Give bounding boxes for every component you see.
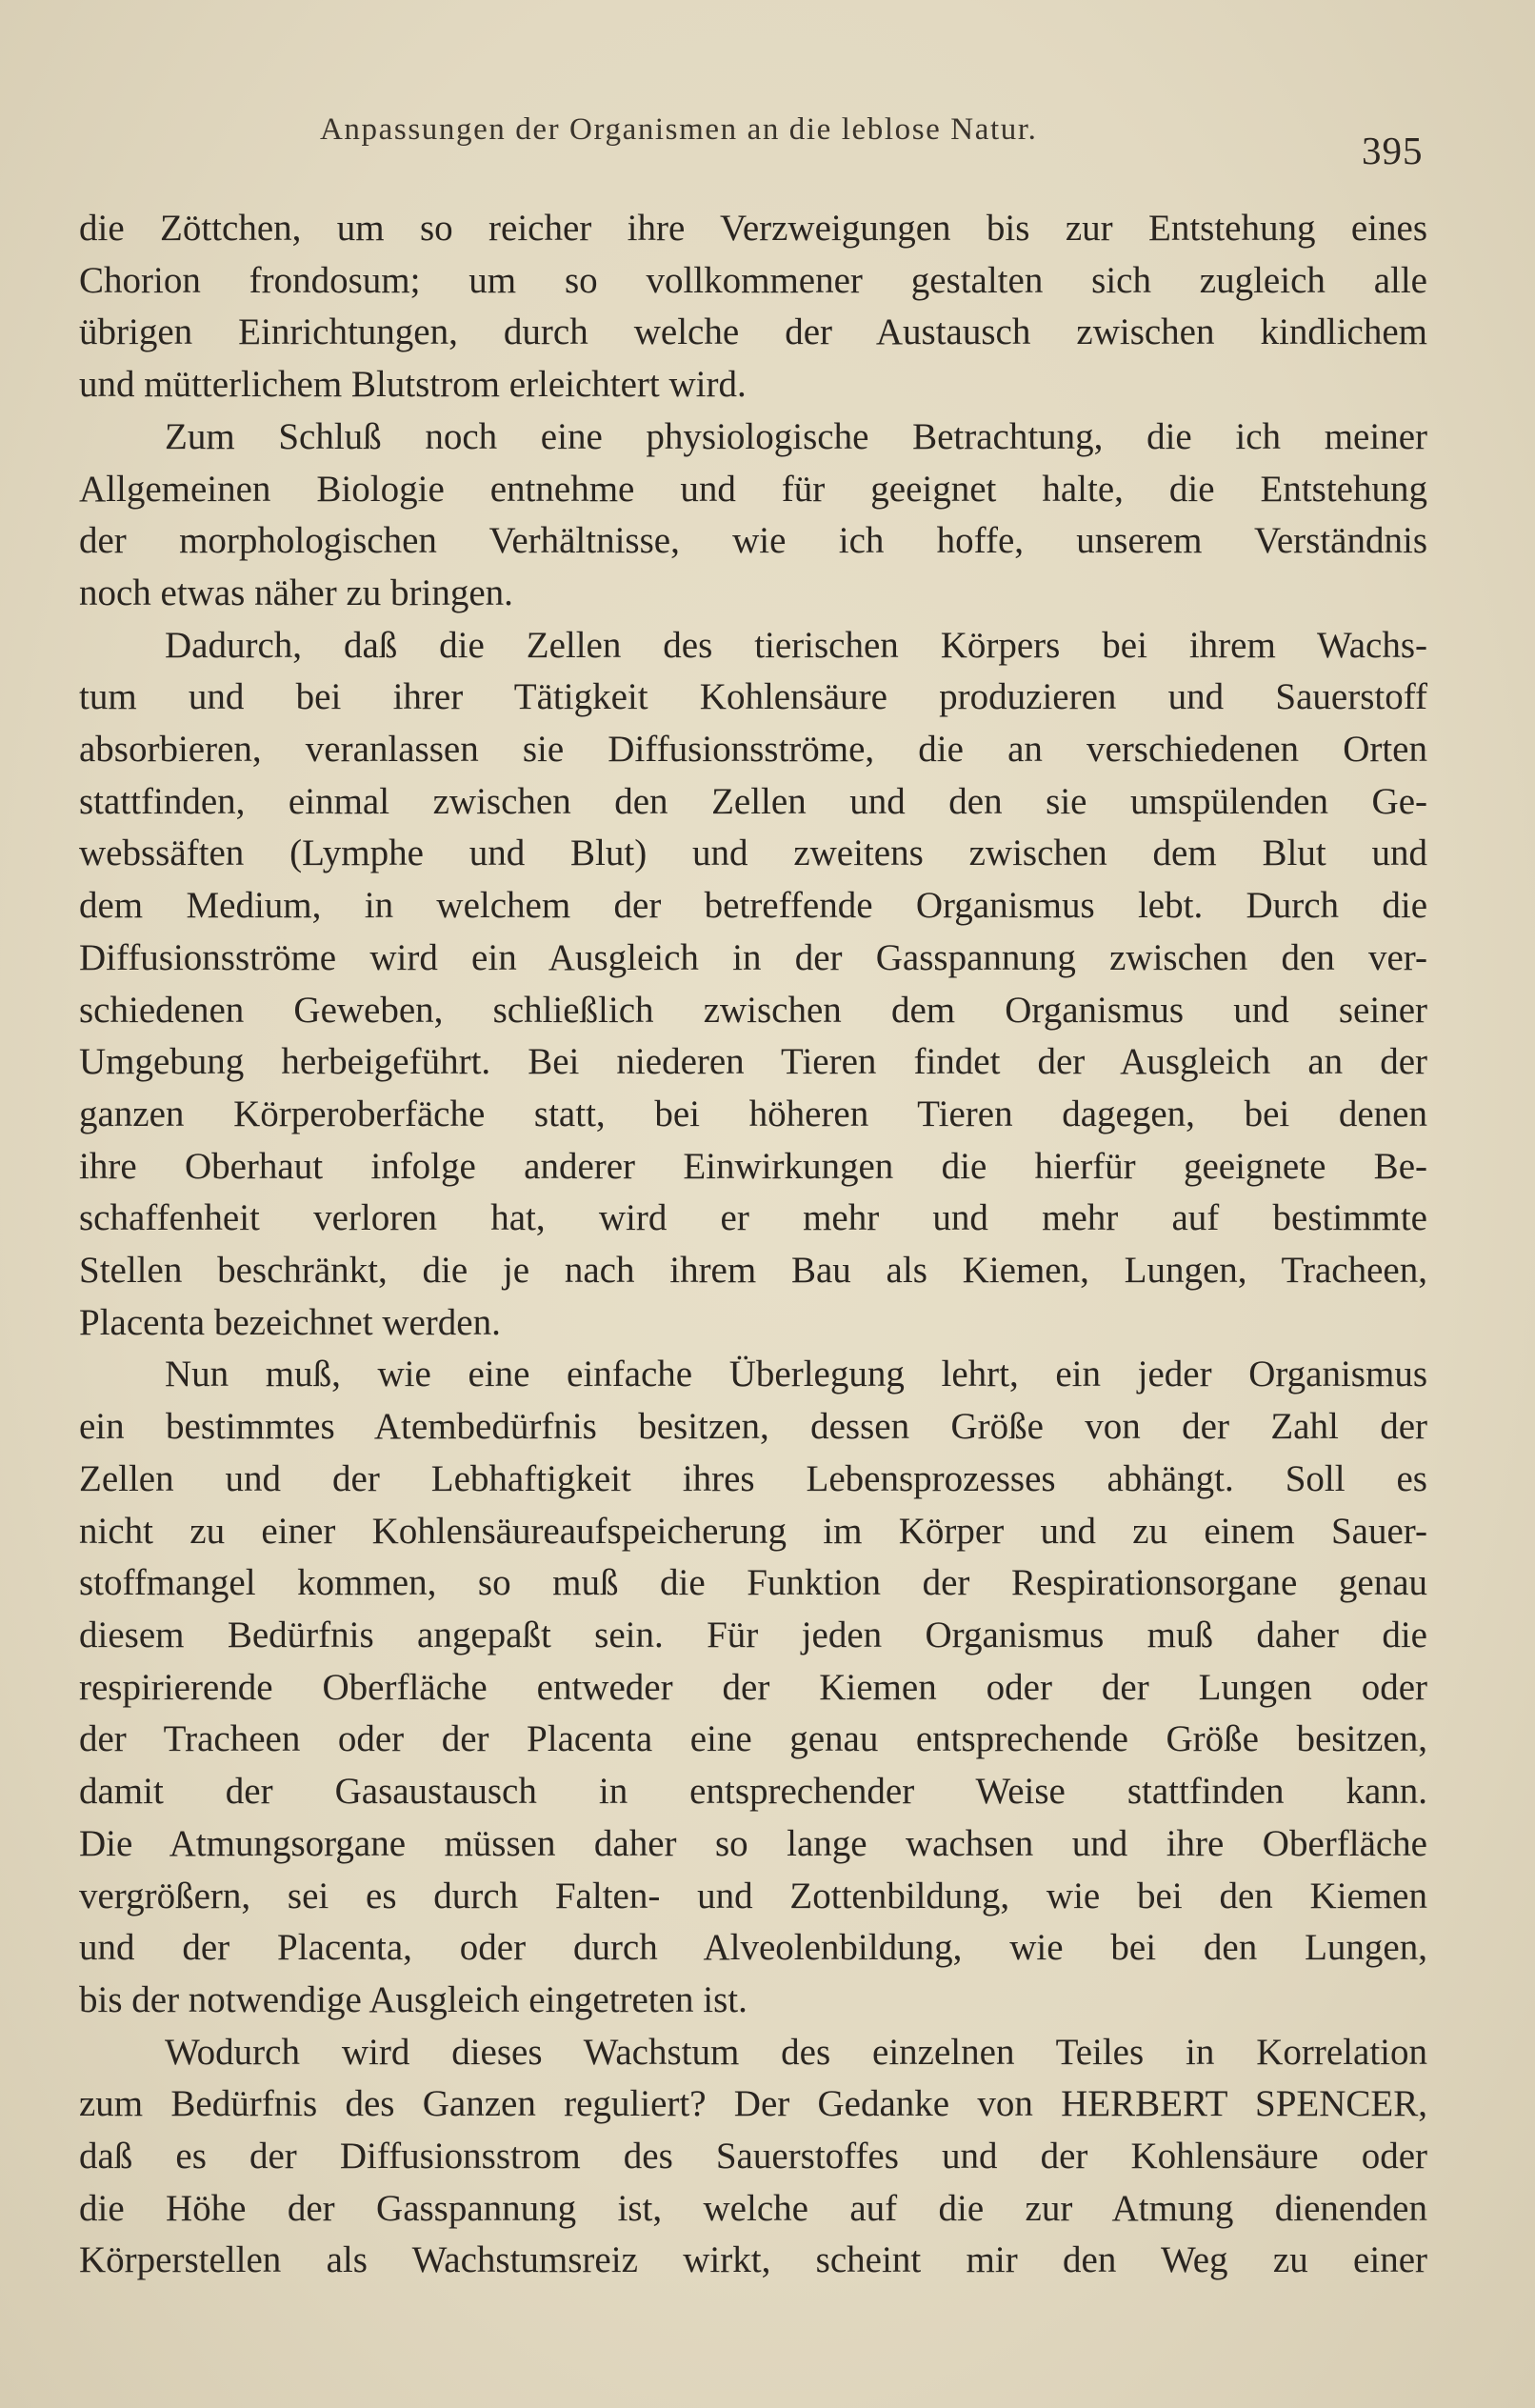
text-line: vergrößern, sei es durch Falten- und Zottenbildung, wie bei den Kiemen <box>79 1875 1427 1916</box>
text-line: bis der notwendige Ausgleich eingetreten ist. <box>79 1978 748 2020</box>
running-head: Anpassungen der Organismen an die leblose Natur. <box>320 112 1038 147</box>
text-line: Nun muß, wie eine einfache Überlegung lehrt, ein jeder Organismus <box>165 1354 1427 1395</box>
text-line: diesem Bedürfnis angepaßt sein. Für jeden Organismus muß daher die <box>79 1614 1427 1656</box>
text-line: Zum Schluß noch eine physiologische Betrachtung, die ich meiner <box>165 415 1427 457</box>
text-line: schiedenen Geweben, schließlich zwischen dem Organismus und seiner <box>79 989 1427 1031</box>
text-line: schaffenheit verloren hat, wird er mehr und mehr auf bestimmte <box>79 1197 1427 1239</box>
text-line: respirierende Oberfläche entweder der Kiemen oder der Lungen oder <box>79 1666 1427 1708</box>
body-text <box>79 203 1427 2287</box>
text-line: Stellen beschränkt, die je nach ihrem Bau als Kiemen, Lungen, Tracheen, <box>79 1250 1427 1292</box>
page-number: 395 <box>1362 129 1424 172</box>
text-line: der morphologischen Verhältnisse, wie ich hoffe, unserem Verständnis <box>79 520 1427 562</box>
text-line: ganzen Körperoberfäche statt, bei höheren Tieren dagegen, bei denen <box>79 1093 1427 1134</box>
paragraph <box>79 203 1427 411</box>
text-line: tum und bei ihrer Tätigkeit Kohlensäure produzieren und Sauerstoff <box>79 676 1427 718</box>
text-line: zum Bedürfnis des Ganzen reguliert? Der Gedanke von HERBERT SPENCER, <box>79 2083 1427 2125</box>
text-line: Placenta bezeichnet werden. <box>79 1301 501 1343</box>
text-line: und der Placenta, oder durch Alveolenbildung, wie bei den Lungen, <box>79 1927 1427 1969</box>
paragraph <box>79 2027 1427 2288</box>
paragraph <box>79 620 1427 1350</box>
text-line: stattfinden, einmal zwischen den Zellen und den sie umspülenden Ge- <box>79 780 1427 822</box>
text-line: Chorion frondosum; um so vollkommener gestalten sich zugleich alle <box>79 259 1427 301</box>
text-line: die Höhe der Gasspannung ist, welche auf die zur Atmung dienenden <box>79 2187 1427 2229</box>
text-line: webssäften (Lymphe und Blut) und zweitens zwischen dem Blut und <box>79 833 1427 874</box>
text-line: Diffusionsströme wird ein Ausgleich in der Gasspannung zwischen den ver- <box>79 936 1427 978</box>
paragraph <box>79 411 1427 620</box>
text-line: Dadurch, daß die Zellen des tierischen Körpers bei ihrem Wachs- <box>165 624 1427 666</box>
text-line: Körperstellen als Wachstumsreiz wirkt, scheint mir den Weg zu einer <box>79 2239 1427 2281</box>
text-line: absorbieren, veranlassen sie Diffusionsströme, die an verschiedenen Orten <box>79 729 1427 771</box>
text-line: daß es der Diffusionsstrom des Sauerstoffes und der Kohlensäure oder <box>79 2136 1427 2177</box>
text-line: Die Atmungsorgane müssen daher so lange wachsen und ihre Oberfläche <box>79 1822 1427 1864</box>
text-line: Zellen und der Lebhaftigkeit ihres Lebensprozesses abhängt. Soll es <box>79 1457 1427 1499</box>
text-line: ihre Oberhaut infolge anderer Einwirkungen die hierfür geeignete Be- <box>79 1145 1427 1187</box>
paragraph <box>79 1349 1427 2026</box>
text-line: übrigen Einrichtungen, durch welche der Austausch zwischen kindlichem <box>79 311 1427 353</box>
text-line: Allgemeinen Biologie entnehme und für geeignet halte, die Entstehung <box>79 468 1427 510</box>
text-line: stoffmangel kommen, so muß die Funktion der Respirationsorgane genau <box>79 1562 1427 1604</box>
text-line: Wodurch wird dieses Wachstum des einzelnen Teiles in Korrelation <box>165 2031 1427 2073</box>
text-line: dem Medium, in welchem der betreffende Organismus lebt. Durch die <box>79 885 1427 927</box>
text-line: ein bestimmtes Atembedürfnis besitzen, dessen Größe von der Zahl der <box>79 1406 1427 1448</box>
text-line: nicht zu einer Kohlensäureaufspeicherung im Körper und zu einem Sauer- <box>79 1510 1427 1552</box>
text-line: und mütterlichem Blutstrom erleichtert wird. <box>79 364 747 406</box>
text-line: die Zöttchen, um so reicher ihre Verzweigungen bis zur Entstehung eines <box>79 208 1427 249</box>
text-line: Umgebung herbeigeführt. Bei niederen Tieren findet der Ausgleich an der <box>79 1041 1427 1083</box>
text-line: der Tracheen oder der Placenta eine genau entsprechende Größe besitzen, <box>79 1718 1427 1760</box>
text-line: noch etwas näher zu bringen. <box>79 572 513 613</box>
text-line: damit der Gasaustausch in entsprechender Weise stattfinden kann. <box>79 1771 1427 1813</box>
